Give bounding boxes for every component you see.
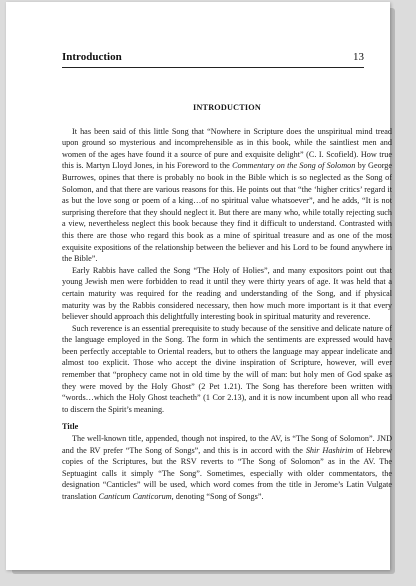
paragraph-4-italic-2: Canticum Canticorum [98,492,172,501]
paragraph-4-text-c: , denoting “Song of Songs”. [171,492,264,501]
paragraph-4 [62,433,392,503]
paragraph-1-text-b: by George Burrowes, opines that there is probably no book in the Bible which is so neglected as the Song of Solomon, and that there are various reasons for this. He points out that “the ‘higher critics’ regard it as but the love song or poem of a king…of no spiritual value whatsoever”, and he adds, “It is not surprising therefore that they should neglect it. But there are many who, while totally rejecting such a view, nevertheless neglect this book because they find it difficult to understand. Contrasted with this there are those who regard this book as a mine of spiritual treasure and as one of the most exquisite expositions of the relationship between the believer and his Lord to be found anywhere in the Bible”. [62,161,393,264]
paragraph-3: Such reverence is an essential prerequisite to study because of the sensitive and delicate nature of the language employed in the Song. The form in which the sentiments are expressed would have been perfectly acceptable to Oriental readers, but to others the language may appear indelicate and almost too explicit. Those who accept the divine inspiration of Scripture, however, will ever remember that “prophecy came not in old time by the will of man: but holy men of God spake as they were moved by the Holy Ghost” (2 Pet 1.21). The Song has therefore been written with “words…which the Holy Ghost teacheth” (1 Cor 2.13), and it is now incumbent upon all who read to discern the Spirit’s meaning. [62,323,392,414]
page-number: 13 [353,51,364,63]
paragraph-1-text-a: It has been said of this little Song that “Nowhere in Scripture does the unspiritual mind tread upon ground so mysterious and incomprehensible as in this book, while the saintliest men and women of the ages have found it a source of pure and exquisite delight” (C. I. Scofield). How true this is. Martyn Lloyd Jones, in his Foreword to the [62,126,392,171]
paragraph-4-italic-1: Shir Hashirim [305,445,354,455]
book-page [6,2,393,570]
running-head [62,47,364,68]
paragraph-4-text-a: The well-known title, appended, though not inspired, to the AV, is “The Song of Solomon”. JND and the RV prefer “The Song of Songs”, and this is in accord with the [62,434,392,455]
page-body [62,102,392,503]
paragraph-1-italic: Commentary on the Song of Solomon [232,161,356,171]
paragraph-1 [62,126,392,265]
chapter-heading: INTRODUCTION [193,103,261,112]
title-subheading: Title [62,422,79,432]
paragraph-2: Early Rabbis have called the Song “The Holy of Holies”, and many expositors point out that young Jewish men were forbidden to read it until they were thirty years of age. It was held that a certain maturity was required for the reading and understanding of the Song, and if physical maturity was by the Rabbis considered necessary, then how much more important is it that every believer should approach this delightfully interesting book in spiritual maturity and reverence. [62,265,392,322]
running-head-section: Introduction [62,51,122,63]
paragraph-4-text-b: of Hebrew copies of the Scriptures, but the RSV reverts to “The Song of Solomon” as in the AV. The Septuagint calls it simply “The Song”. Sometimes, especially with older commentators, the designation “Canticles” will be used, which word comes from the title in Jerome’s Latin Vulgate translation [62,445,392,501]
